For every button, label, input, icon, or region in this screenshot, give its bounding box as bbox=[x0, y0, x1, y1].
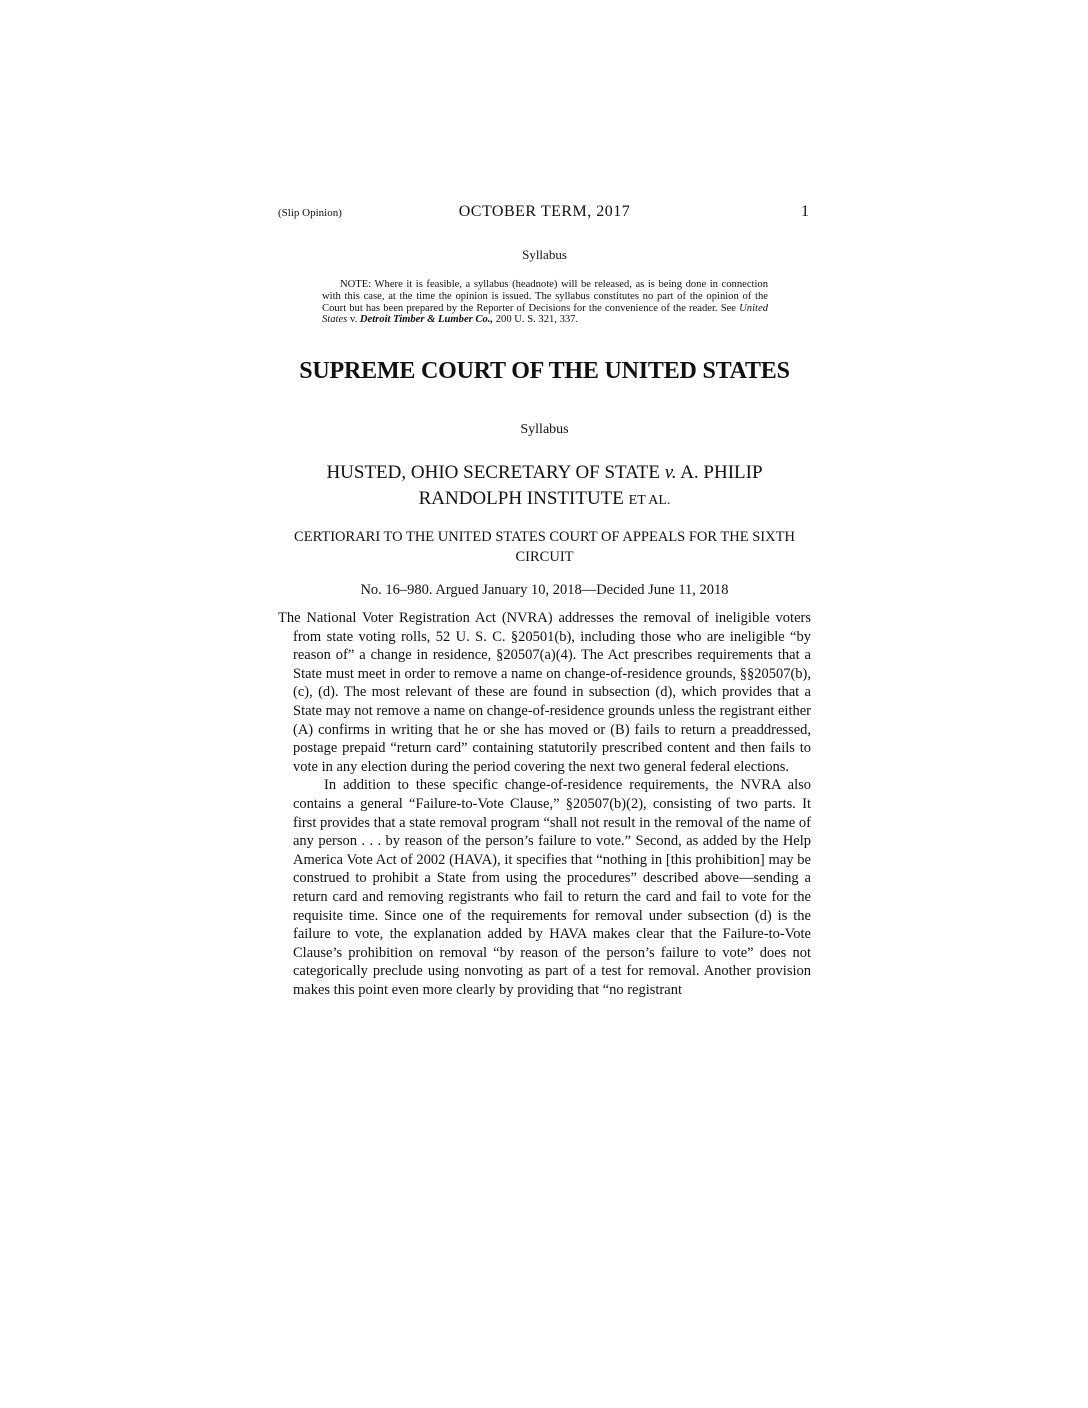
caption-v: v. bbox=[664, 462, 677, 483]
reporter-note bbox=[322, 279, 768, 326]
case-caption bbox=[278, 460, 811, 514]
syllabus-label-mid: Syllabus bbox=[520, 422, 569, 437]
syllabus-body bbox=[278, 609, 811, 999]
note-text: NOTE: Where it is feasible, a syllabus (headnote) will be released, as is being done in connection with this case, at the time the opinion is issued. The syllabus constitutes no part of the opinion of the Court but has been prepared by the Reporter of Decisions for the convenience of the reader. See bbox=[322, 279, 768, 314]
note-v: v. bbox=[347, 314, 360, 326]
court-name: SUPREME COURT OF THE UNITED STATES bbox=[299, 358, 790, 384]
term-title: OCTOBER TERM, 2017 bbox=[458, 203, 631, 220]
slip-opinion-label: (Slip Opinion) bbox=[278, 207, 342, 219]
paragraph-2: In addition to these specific change-of-residence requirements, the NVRA also contains a general “Failure-to-Vote Clause,” §20507(b)(2), consisting of two parts. It first provides that a state removal program “shall not result in the removal of the name of any person . . . by reason of the person’s failure to vote.” Second, as added by the Help America Vote Act of 2002 (HAVA), it specifies that “nothing in [this prohibition] may be construed to prohibit a State from using the procedures” described above—sending a return card and removing registrants who fail to return the card and fail to vote for the requisite time. Since one of the requirements for removal under subsection (d) is the failure to vote, the explanation added by HAVA makes clear that the Failure-to-Vote Clause’s prohibition on removal “by reason of the person’s failure to vote” does not categorically preclude using nonvoting as part of a test for removal. Another provision makes this point even more clearly by providing that “no registrant bbox=[293, 777, 811, 998]
paragraph-1: The National Voter Registration Act (NVRA) addresses the removal of ineligible voters from state voting rolls, 52 U. S. C. §20501(b), including those who are ineligible “by reason of” a change in residence, §20507(a)(4). The Act prescribes requirements that a State must meet in order to remove a name on change-of-residence grounds, §§20507(b), (c), (d). The most relevant of these are found in subsection (d), which provides that a State may not remove a name on change-of-residence grounds unless the registrant either (A) confirms in writing that he or she has moved or (B) fails to return a preaddressed, postage prepaid “return card” containing statutorily prescribed content and then fails to vote in any election during the period covering the next two general federal elections. bbox=[278, 610, 811, 775]
note-cite: 200 U. S. 321, 337. bbox=[493, 314, 579, 326]
note-case-name: United States bbox=[322, 302, 768, 326]
docket-line: No. 16–980. Argued January 10, 2018—Decided June 11, 2018 bbox=[360, 582, 729, 598]
note-case-name-2: Detroit Timber & Lumber Co., bbox=[359, 314, 494, 326]
certiorari-line: CERTIORARI TO THE UNITED STATES COURT OF APPEALS FOR THE SIXTH CIRCUIT bbox=[294, 529, 795, 565]
caption-part-2: A. PHILIP RANDOLPH INSTITUTE bbox=[418, 462, 763, 509]
caption-part-1: HUSTED, OHIO SECRETARY OF STATE bbox=[326, 462, 665, 483]
caption-et-al: ET AL. bbox=[628, 493, 671, 508]
syllabus-label-top: Syllabus bbox=[522, 247, 567, 262]
page-number: 1 bbox=[801, 203, 809, 220]
running-header bbox=[278, 203, 811, 225]
